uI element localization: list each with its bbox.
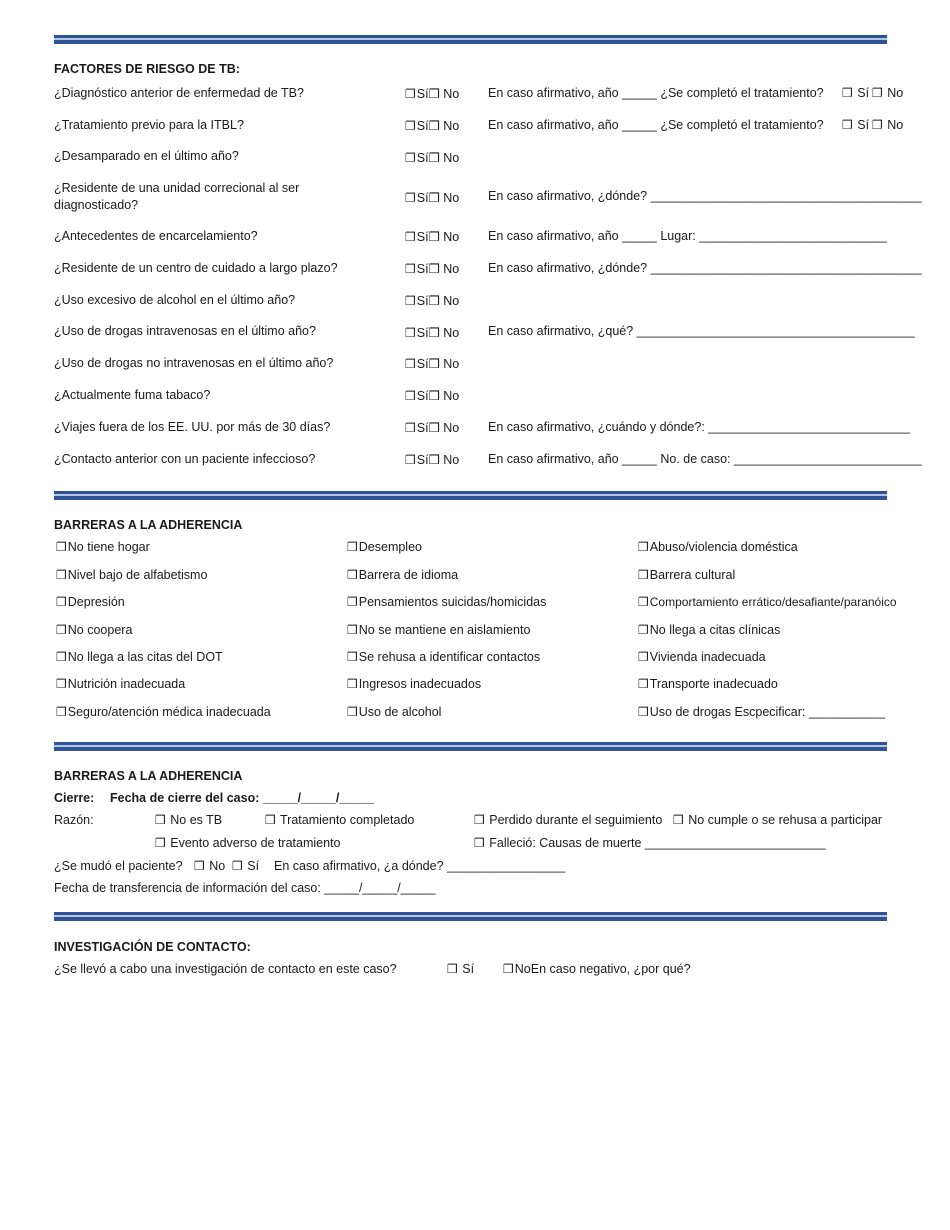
checkbox-icon[interactable]: ❒ <box>405 357 416 371</box>
checkbox-icon[interactable]: ❒ <box>405 421 416 435</box>
barrier-option[interactable]: ❒No tiene hogar <box>56 540 150 554</box>
risk-q11-followup: En caso afirmativo, ¿cuándo y dónde?: _____________________________ <box>488 420 910 434</box>
barrier-option[interactable]: ❒Se rehusa a identificar contactos <box>347 650 541 664</box>
barrier-option[interactable]: ❒Nutrición inadecuada <box>56 677 186 691</box>
checkbox-icon[interactable]: ❒ <box>405 389 416 403</box>
risk-q4-followup: En caso afirmativo, ¿dónde? _______________________________________ <box>488 189 922 203</box>
checkbox-icon[interactable]: ❒ <box>503 962 514 976</box>
checkbox-icon[interactable]: ❒ <box>56 705 67 719</box>
contact-yes[interactable]: ❒ Sí <box>447 962 475 976</box>
barrier-option[interactable]: ❒No coopera <box>56 623 133 637</box>
barrier-option[interactable]: ❒Comportamiento errático/desafiante/paranóico <box>638 595 897 609</box>
checkbox-icon[interactable]: ❒ <box>347 623 358 637</box>
closure-date-field[interactable]: Fecha de cierre del caso: _____/_____/_____ <box>110 791 375 805</box>
checkbox-icon[interactable]: ❒ <box>194 859 205 873</box>
risk-question-5: ¿Antecedentes de encarcelamiento? <box>54 229 258 243</box>
risk-q6-yes-no[interactable]: ❒Sí❒ No <box>405 262 460 276</box>
checkbox-icon[interactable]: ❒ <box>638 568 649 582</box>
checkbox-icon[interactable]: ❒ <box>673 813 684 827</box>
checkbox-icon[interactable]: ❒ <box>638 623 649 637</box>
section-divider <box>54 491 887 500</box>
risk-question-11: ¿Viajes fuera de los EE. UU. por más de 30 días? <box>54 420 331 434</box>
risk-q5-followup: En caso afirmativo, año _____ Lugar: ___________________________ <box>488 229 887 243</box>
checkbox-icon[interactable]: ❒ <box>155 836 166 850</box>
reason-lost-followup[interactable]: ❒ Perdido durante el seguimiento <box>474 813 663 827</box>
risk-q4-yes-no[interactable]: ❒Sí❒ No <box>405 191 460 205</box>
risk-question-10: ¿Actualmente fuma tabaco? <box>54 388 211 402</box>
risk-q5-yes-no[interactable]: ❒Sí❒ No <box>405 230 460 244</box>
checkbox-icon[interactable]: ❒ <box>56 650 67 664</box>
checkbox-icon[interactable]: ❒ <box>56 568 67 582</box>
reason-refuses[interactable]: ❒ No cumple o se rehusa a participar <box>673 813 883 827</box>
risk-question-1: ¿Diagnóstico anterior de enfermedad de TB? <box>54 86 304 100</box>
checkbox-icon[interactable]: ❒ <box>232 859 243 873</box>
checkbox-icon[interactable]: ❒ <box>347 705 358 719</box>
risk-question-6: ¿Residente de un centro de cuidado a largo plazo? <box>54 261 338 275</box>
risk-q11-yes-no[interactable]: ❒Sí❒ No <box>405 421 460 435</box>
checkbox-icon[interactable]: ❒ <box>347 677 358 691</box>
barrier-option[interactable]: ❒Depresión <box>56 595 125 609</box>
barrier-option[interactable]: ❒Barrera cultural <box>638 568 736 582</box>
checkbox-icon[interactable]: ❒ <box>872 118 883 132</box>
reason-treatment-completed[interactable]: ❒ Tratamiento completado <box>265 813 415 827</box>
checkbox-icon[interactable]: ❒ <box>405 151 416 165</box>
risk-question-12: ¿Contacto anterior con un paciente infeccioso? <box>54 452 316 466</box>
checkbox-icon[interactable]: ❒ <box>405 294 416 308</box>
risk-question-4: ¿Residente de una unidad correcional al ser diagnosticado? <box>54 181 300 212</box>
risk-q2-completed-yes[interactable]: ❒ Sí <box>842 118 870 132</box>
barrier-option[interactable]: ❒Ingresos inadecuados <box>347 677 482 691</box>
risk-q1-followup: En caso afirmativo, año _____ ¿Se completó el tratamiento? <box>488 86 824 100</box>
reason-died[interactable]: ❒ Falleció: Causas de muerte __________________________ <box>474 836 826 850</box>
checkbox-icon[interactable]: ❒ <box>638 650 649 664</box>
checkbox-icon[interactable]: ❒ <box>56 623 67 637</box>
checkbox-icon[interactable]: ❒ <box>347 595 358 609</box>
risk-q3-yes-no[interactable]: ❒Sí❒ No <box>405 151 460 165</box>
checkbox-icon[interactable]: ❒ <box>447 962 458 976</box>
barrier-option[interactable]: ❒Uso de drogas Escpecificar: ___________ <box>638 705 886 719</box>
checkbox-icon[interactable]: ❒ <box>405 453 416 467</box>
checkbox-icon[interactable]: ❒ <box>474 813 485 827</box>
barrier-option[interactable]: ❒No se mantiene en aislamiento <box>347 623 531 637</box>
risk-question-7: ¿Uso excesivo de alcohol en el último año? <box>54 293 296 307</box>
risk-q9-yes-no[interactable]: ❒Sí❒ No <box>405 357 460 371</box>
barrier-option[interactable]: ❒Pensamientos suicidas/homicidas <box>347 595 547 609</box>
risk-q1-completed-yes[interactable]: ❒ Sí <box>842 86 870 100</box>
reason-adverse-event[interactable]: ❒ Evento adverso de tratamiento <box>155 836 341 850</box>
risk-question-9: ¿Uso de drogas no intravenosas en el último año? <box>54 356 334 370</box>
moved-question: ¿Se mudó el paciente? <box>54 859 183 873</box>
checkbox-icon[interactable]: ❒ <box>638 540 649 554</box>
checkbox-icon[interactable]: ❒ <box>872 86 883 100</box>
moved-no[interactable]: ❒ No <box>194 859 226 873</box>
checkbox-icon[interactable]: ❒ <box>56 677 67 691</box>
checkbox-icon[interactable]: ❒ <box>347 568 358 582</box>
checkbox-icon[interactable]: ❒ <box>405 230 416 244</box>
closure-reason-label: Razón: <box>54 813 94 827</box>
barrier-option[interactable]: ❒No llega a citas clínicas <box>638 623 781 637</box>
checkbox-icon[interactable]: ❒ <box>56 540 67 554</box>
checkbox-icon[interactable]: ❒ <box>842 118 853 132</box>
risk-question-8: ¿Uso de drogas intravenosas en el último año? <box>54 324 316 338</box>
risk-section-title: FACTORES DE RIESGO DE TB: <box>54 62 240 76</box>
contact-question: ¿Se llevó a cabo una investigación de contacto en este caso? <box>54 962 397 976</box>
checkbox-icon[interactable]: ❒ <box>638 595 649 609</box>
barrier-option[interactable]: ❒Nivel bajo de alfabetismo <box>56 568 208 582</box>
risk-q8-followup: En caso afirmativo, ¿qué? ________________________________________ <box>488 324 915 338</box>
checkbox-icon[interactable]: ❒ <box>405 326 416 340</box>
checkbox-icon[interactable]: ❒ <box>405 262 416 276</box>
checkbox-icon[interactable]: ❒ <box>842 86 853 100</box>
checkbox-icon[interactable]: ❒ <box>155 813 166 827</box>
barrier-option[interactable]: ❒Abuso/violencia doméstica <box>638 540 798 554</box>
closure-cierre-label: Cierre: <box>54 791 95 805</box>
risk-q2-completed-no[interactable]: ❒ No <box>872 118 904 132</box>
risk-q1-completed-no[interactable]: ❒ No <box>872 86 904 100</box>
risk-q12-followup: En caso afirmativo, año _____ No. de caso: ___________________________ <box>488 452 922 466</box>
risk-q2-followup: En caso afirmativo, año _____ ¿Se completó el tratamiento? <box>488 118 824 132</box>
checkbox-icon[interactable]: ❒ <box>405 119 416 133</box>
barrier-option[interactable]: ❒Uso de alcohol <box>347 705 442 719</box>
section-divider <box>54 912 887 921</box>
section-divider <box>54 35 887 44</box>
barrier-option[interactable]: ❒No llega a las citas del DOT <box>56 650 223 664</box>
checkbox-icon[interactable]: ❒ <box>265 813 276 827</box>
closure-section-title: BARRERAS A LA ADHERENCIA <box>54 769 243 783</box>
checkbox-icon[interactable]: ❒ <box>347 540 358 554</box>
checkbox-icon[interactable]: ❒ <box>405 87 416 101</box>
checkbox-icon[interactable]: ❒ <box>56 595 67 609</box>
checkbox-icon[interactable]: ❒ <box>405 191 416 205</box>
risk-q10-yes-no[interactable]: ❒Sí❒ No <box>405 389 460 403</box>
checkbox-icon[interactable]: ❒ <box>638 705 649 719</box>
checkbox-icon[interactable]: ❒ <box>347 650 358 664</box>
reason-no-tb[interactable]: ❒ No es TB <box>155 813 223 827</box>
contact-section-title: INVESTIGACIÓN DE CONTACTO: <box>54 940 251 954</box>
barriers-section-title: BARRERAS A LA ADHERENCIA <box>54 518 243 532</box>
barrier-option[interactable]: ❒Barrera de idioma <box>347 568 459 582</box>
moved-yes[interactable]: ❒ Sí <box>232 859 260 873</box>
checkbox-icon[interactable]: ❒ <box>638 677 649 691</box>
moved-followup: En caso afirmativo, ¿a dónde? _________________ <box>274 859 566 873</box>
risk-q12-yes-no[interactable]: ❒Sí❒ No <box>405 453 460 467</box>
barrier-option[interactable]: ❒Desempleo <box>347 540 422 554</box>
contact-no[interactable]: ❒NoEn caso negativo, ¿por qué? <box>503 962 691 976</box>
risk-q6-followup: En caso afirmativo, ¿dónde? _______________________________________ <box>488 261 922 275</box>
barrier-option[interactable]: ❒Vivienda inadecuada <box>638 650 766 664</box>
risk-q8-yes-no[interactable]: ❒Sí❒ No <box>405 326 460 340</box>
checkbox-icon[interactable]: ❒ <box>474 836 485 850</box>
barrier-option[interactable]: ❒Seguro/atención médica inadecuada <box>56 705 271 719</box>
risk-question-3: ¿Desamparado en el último año? <box>54 149 239 163</box>
risk-q7-yes-no[interactable]: ❒Sí❒ No <box>405 294 460 308</box>
section-divider <box>54 742 887 751</box>
transfer-date-field[interactable]: Fecha de transferencia de información del caso: _____/_____/_____ <box>54 881 436 895</box>
risk-q1-yes-no[interactable]: ❒Sí❒ No <box>405 87 460 101</box>
risk-question-2: ¿Tratamiento previo para la ITBL? <box>54 118 244 132</box>
barrier-option[interactable]: ❒Transporte inadecuado <box>638 677 778 691</box>
risk-q2-yes-no[interactable]: ❒Sí❒ No <box>405 119 460 133</box>
